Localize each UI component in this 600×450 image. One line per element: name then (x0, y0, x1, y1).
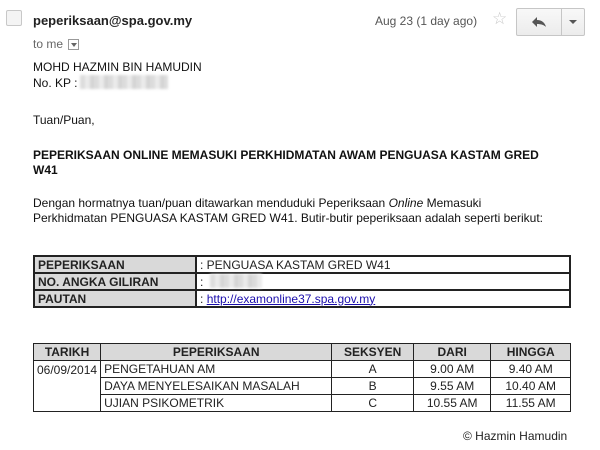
chevron-down-icon (569, 19, 577, 25)
exam-from: 10.55 AM (413, 395, 490, 412)
table-row (34, 395, 571, 412)
exam-name: PENGETAHUAN AM (101, 361, 332, 378)
reply-button[interactable] (517, 9, 562, 35)
reply-icon (531, 16, 547, 28)
star-icon[interactable]: ☆ (492, 9, 508, 28)
table-row (34, 361, 571, 378)
col-header: DARI (413, 344, 490, 361)
exam-date: 06/09/2014 (34, 361, 101, 412)
exam-schedule-table (33, 343, 571, 412)
info-value: : (196, 273, 570, 290)
reply-button-group (516, 8, 585, 36)
exam-section: A (332, 361, 414, 378)
exam-name: DAYA MENYELESAIKAN MASALAH (101, 378, 332, 395)
col-header: TARIKH (34, 344, 101, 361)
more-options-button[interactable] (562, 9, 584, 35)
recipient-label: to me (33, 37, 64, 51)
exam-section: B (332, 378, 414, 395)
message-body (33, 60, 578, 226)
col-header: HINGGA (491, 344, 571, 361)
recipient-dropdown-icon[interactable] (68, 39, 79, 50)
info-value: : PENGUASA KASTAM GRED W41 (196, 256, 570, 273)
exam-info-table (33, 255, 571, 308)
exam-name: UJIAN PSIKOMETRIK (101, 395, 332, 412)
message-header (0, 0, 600, 56)
col-header: SEKSYEN (332, 344, 414, 361)
email-title: PEPERIKSAAN ONLINE MEMASUKI PERKHIDMATAN AWAM PENGUASA KASTAM GRED W41 (33, 148, 539, 177)
exam-to: 10.40 AM (491, 378, 571, 395)
table-row (34, 273, 570, 290)
table-row (34, 290, 570, 307)
info-label: NO. ANGKA GILIRAN (34, 273, 196, 290)
redacted-kp (80, 75, 168, 89)
kp-line (33, 75, 578, 91)
recipient-name: MOHD HAZMIN BIN HAMUDIN (33, 60, 202, 74)
intro-paragraph: Dengan hormatnya tuan/puan ditawarkan menduduki Peperiksaan Online Memasuki Perkhidmatan PENGUASA KASTAM GRED W41. Butir-butir peperiksaan adalah seperti berikut: (33, 196, 543, 225)
sender-avatar (6, 10, 22, 26)
table-row (34, 256, 570, 273)
sender-address[interactable]: peperiksaan@spa.gov.my (33, 13, 193, 28)
kp-label: No. KP : (33, 76, 78, 90)
table-header-row (34, 344, 571, 361)
exam-to: 9.40 AM (491, 361, 571, 378)
recipient-details[interactable] (33, 37, 79, 51)
exam-section: C (332, 395, 414, 412)
message-date: Aug 23 (1 day ago) (375, 14, 478, 28)
info-value: : http://examonline37.spa.gov.my (196, 290, 570, 307)
info-label: PEPERIKSAAN (34, 256, 196, 273)
table-row (34, 378, 571, 395)
exam-link[interactable]: http://examonline37.spa.gov.my (206, 291, 376, 306)
exam-to: 11.55 AM (491, 395, 571, 412)
copyright-watermark: © Hazmin Hamudin (463, 429, 568, 443)
info-label: PAUTAN (34, 290, 196, 307)
exam-from: 9.00 AM (413, 361, 490, 378)
redacted-roll-number (210, 274, 262, 288)
greeting: Tuan/Puan, (33, 113, 95, 127)
col-header: PEPERIKSAAN (101, 344, 332, 361)
exam-from: 9.55 AM (413, 378, 490, 395)
